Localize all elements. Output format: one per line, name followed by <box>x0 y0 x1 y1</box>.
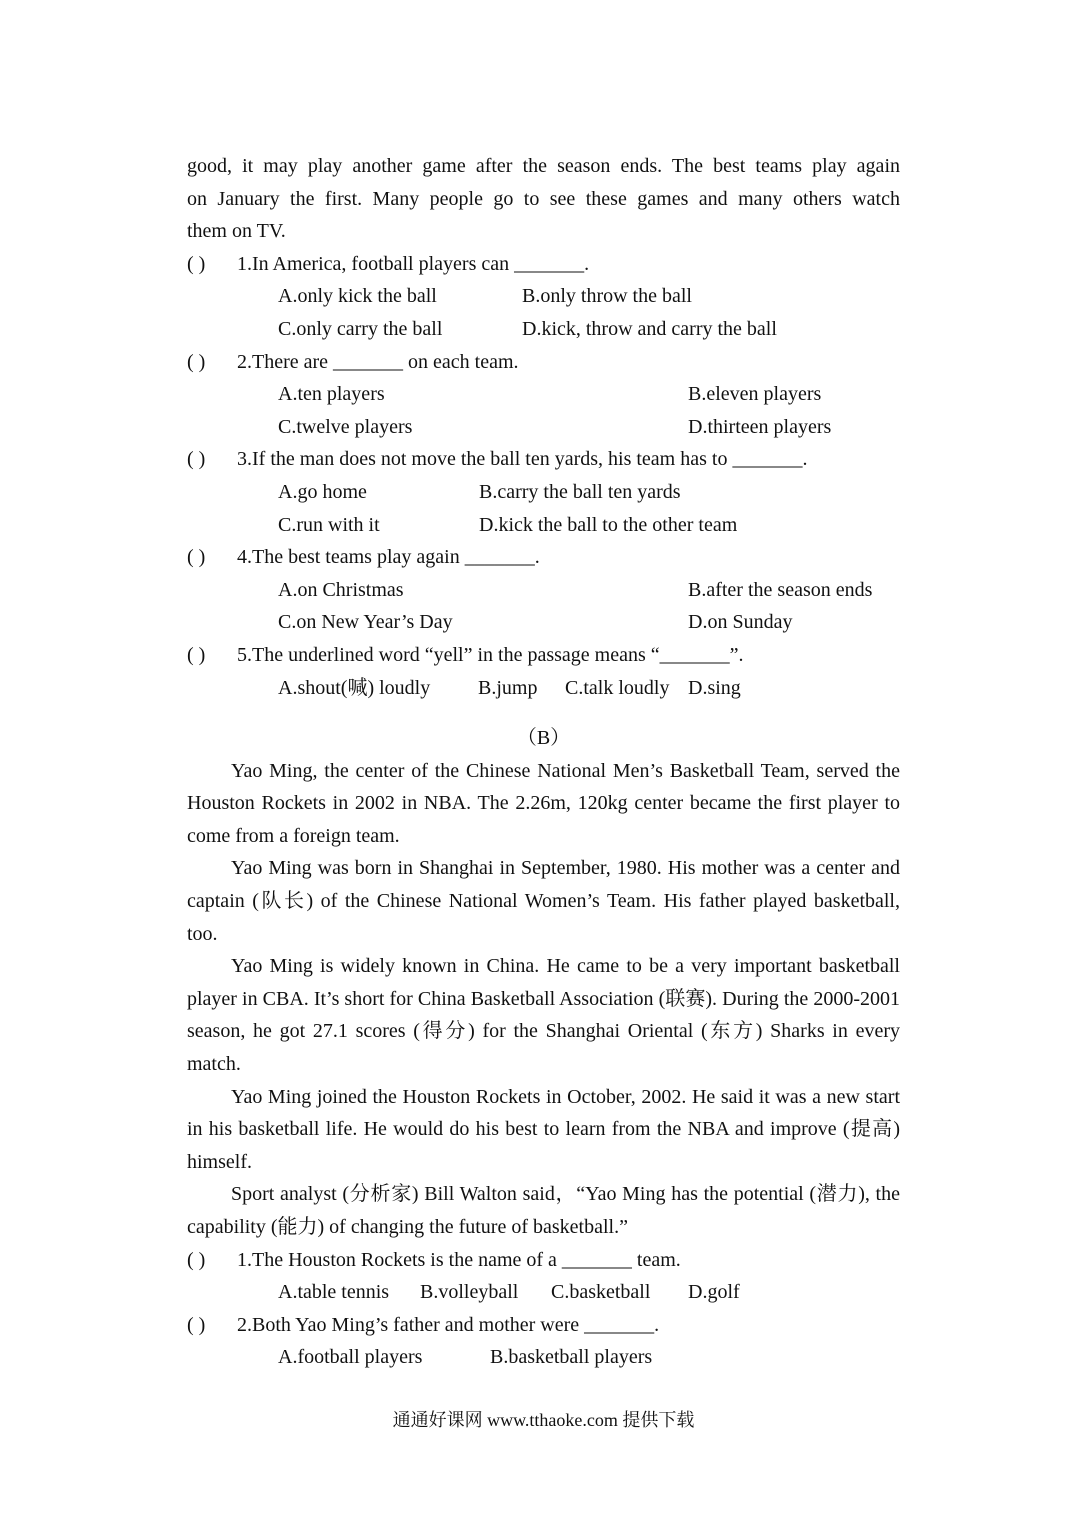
question-a2 <box>187 346 900 379</box>
question-a1 <box>187 248 900 281</box>
option-b: B.only throw the ball <box>522 285 692 308</box>
question-text: 2.Both Yao Ming’s father and mother were _______. <box>237 1313 660 1336</box>
answer-blank: ( ) <box>187 252 206 275</box>
page-footer: 通通好课网 www.tthaoke.com 提供下载 <box>392 1410 695 1430</box>
options-row <box>187 672 900 705</box>
options-row <box>187 476 900 509</box>
worksheet-page <box>187 150 900 1374</box>
option-d: D.on Sunday <box>688 611 793 634</box>
option-b: B.volleyball <box>420 1281 519 1304</box>
option-c: C.basketball <box>551 1281 651 1304</box>
options-row <box>187 574 900 607</box>
option-a: A.football players <box>278 1346 423 1369</box>
passage-a-line: on January the first. Many people go to see these games and many others watch <box>187 187 900 210</box>
option-a: A.table tennis <box>278 1281 390 1304</box>
answer-blank: ( ) <box>187 1248 206 1271</box>
option-d: D.kick the ball to the other team <box>479 513 738 536</box>
options-row <box>187 1276 900 1309</box>
question-text: 5.The underlined word “yell” in the passage means “_______”. <box>237 643 744 666</box>
answer-blank: ( ) <box>187 350 206 373</box>
option-c: C.only carry the ball <box>278 317 443 340</box>
option-a: A.shout(喊) loudly <box>278 676 431 699</box>
option-b: B.carry the ball ten yards <box>479 480 681 503</box>
question-a3 <box>187 443 900 476</box>
option-d: D.thirteen players <box>688 415 832 438</box>
question-a5 <box>187 639 900 672</box>
options-row <box>187 411 900 444</box>
answer-blank: ( ) <box>187 643 206 666</box>
option-c: C.on New Year’s Day <box>278 611 453 634</box>
question-text: 2.There are _______ on each team. <box>237 350 519 373</box>
option-c: C.run with it <box>278 513 380 536</box>
option-d: D.kick, throw and carry the ball <box>522 317 777 340</box>
answer-blank: ( ) <box>187 546 206 569</box>
question-a4 <box>187 541 900 574</box>
question-text: 1.The Houston Rockets is the name of a _______ team. <box>237 1248 681 1271</box>
passage-a-line: them on TV. <box>187 220 286 243</box>
option-c: C.twelve players <box>278 415 413 438</box>
options-row <box>187 606 900 639</box>
option-a: A.on Christmas <box>278 578 404 601</box>
passage-b-paragraph: Yao Ming joined the Houston Rockets in October, 2002. He said it was a new start in his basketball life. He would do his best to learn from the NBA and improve (提高) himself. <box>187 1085 900 1173</box>
option-a: A.go home <box>278 480 367 503</box>
option-b: B.eleven players <box>688 383 822 406</box>
passage-b-paragraph: Yao Ming is widely known in China. He came to be a very important basketball player in CBA. It’s short for China Basketball Association (联赛). During the 2000-2001 season, he got 27.1 scores (得分) for the Shanghai Oriental (东方) Sharks in every match. <box>187 955 900 1076</box>
section-b-title: （B） <box>516 727 571 750</box>
option-a: A.ten players <box>278 383 385 406</box>
question-b1 <box>187 1244 900 1277</box>
question-text: 1.In America, football players can _______. <box>237 252 590 275</box>
passage-b-paragraph: Yao Ming was born in Shanghai in September, 1980. His mother was a center and captain (队长) of the Chinese National Women’s Team. His father played basketball, too. <box>187 857 900 945</box>
option-b: B.jump <box>478 676 538 699</box>
passage-a-line: good, it may play another game after the season ends. The best teams play again <box>187 155 900 177</box>
options-row <box>187 280 900 313</box>
option-a: A.only kick the ball <box>278 285 437 308</box>
option-b: B.after the season ends <box>688 578 873 601</box>
answer-blank: ( ) <box>187 448 206 471</box>
options-row <box>187 1341 900 1374</box>
option-b: B.basketball players <box>490 1346 653 1369</box>
options-row <box>187 313 900 346</box>
question-text: 3.If the man does not move the ball ten yards, his team has to _______. <box>237 448 808 471</box>
option-c: C.talk loudly <box>565 676 670 699</box>
options-row <box>187 378 900 411</box>
option-d: D.golf <box>688 1281 740 1304</box>
passage-b-paragraph: Yao Ming, the center of the Chinese National Men’s Basketball Team, served the Houston Rockets in 2002 in NBA. The 2.26m, 120kg center became the first player to come from a foreign team. <box>187 759 900 847</box>
question-b2 <box>187 1309 900 1342</box>
options-row <box>187 509 900 542</box>
answer-blank: ( ) <box>187 1313 206 1336</box>
option-d: D.sing <box>688 676 741 699</box>
passage-b-paragraph: Sport analyst (分析家) Bill Walton said，“Yao Ming has the potential (潜力), the capability (能力) of changing the future of basketball.” <box>187 1183 900 1238</box>
question-text: 4.The best teams play again _______. <box>237 546 540 569</box>
